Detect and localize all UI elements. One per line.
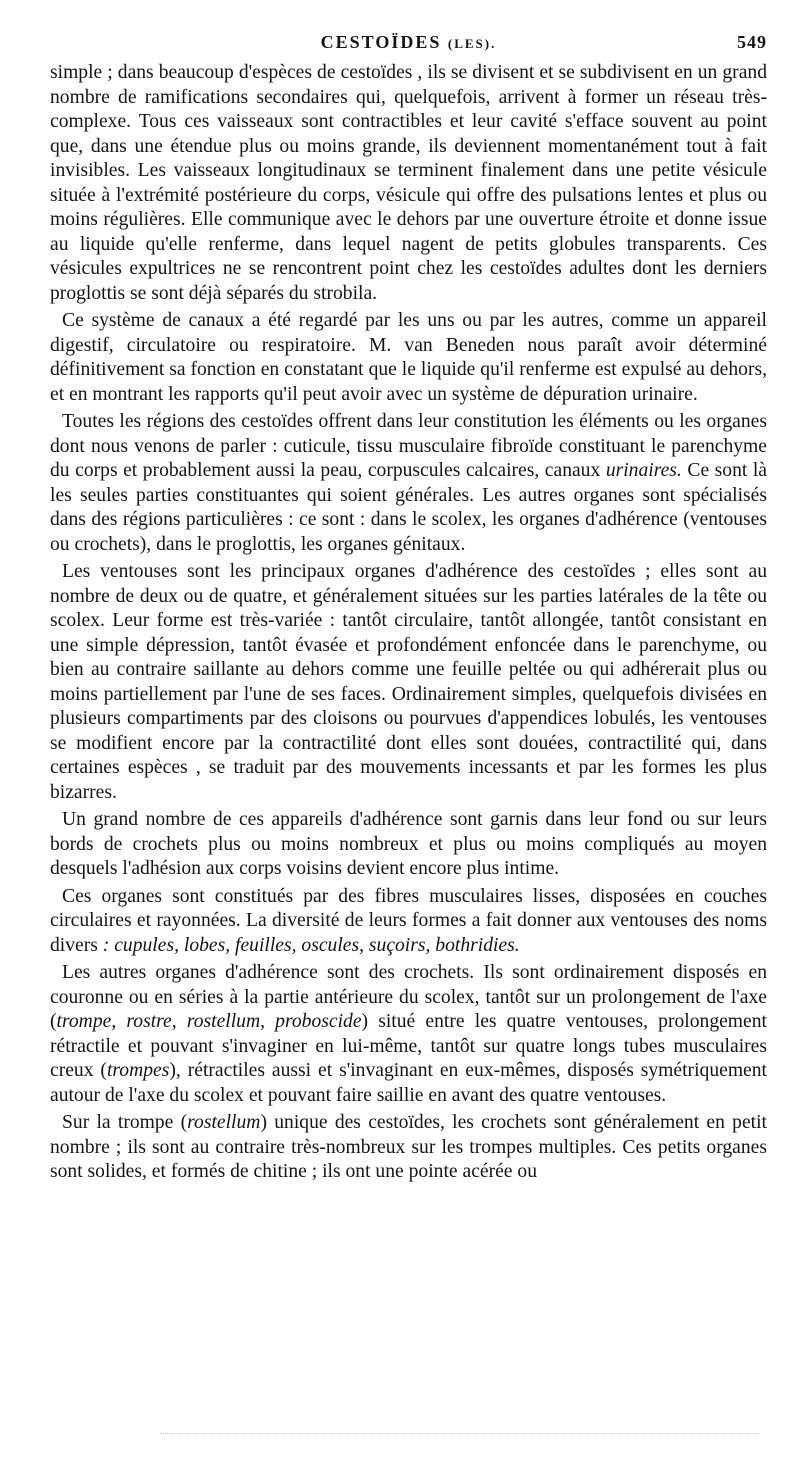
running-head-subtitle: (LES). (447, 36, 497, 51)
footer-rule (160, 1433, 760, 1438)
page-number: 549 (737, 32, 767, 52)
page-header (50, 32, 767, 58)
text-run: ), rétractiles aussi et s'invaginant en eux-mêmes, disposés symétriquement autour de l'axe du scolex et pouvant faire saillie en avant des quatre ventouses. (50, 1060, 767, 1106)
body-text (50, 61, 767, 1188)
paragraph (50, 309, 767, 407)
text-run: simple ; dans beaucoup d'espèces de cestoïdes , ils se divisent et se subdivisent en un grand nombre de ramifications secondaires qui, quelquefois, arrivent à former un réseau très-complexe. Tous ces vaisseaux sont contractibles et leur cavité s'efface souvent au point que, dans une étendue plus ou moins grande, ils deviennent momentanément tout à fait invisibles. Les vaisseaux longitudinaux se terminent finalement dans une petite vésicule située à l'extrémité postérieure du corps, vésicule qui offre des pulsations lentes et plus ou moins régulières. Elle communique avec le dehors par une ouverture étroite et donne issue au liquide qu'elle renferme, dans lequel nagent de petits globules transparents. Ces vésicules expultrices ne se rencontrent point chez les cestoïdes adultes dont les derniers proglottis se sont déjà séparés du strobila. (50, 62, 767, 304)
running-head (50, 32, 767, 53)
text-run: Ce système de canaux a été regardé par les uns ou par les autres, comme un appareil digestif, circulatoire ou respiratoire. M. van Beneden nous paraît avoir déterminé définitivement sa fonction en constatant que le liquide qu'il renferme est expulsé au dehors, et en montrant les rapports qu'il peut avoir avec un système de dépuration urinaire. (50, 310, 767, 405)
paragraph (50, 961, 767, 1108)
text-run: Sur la trompe ( (62, 1112, 188, 1133)
text-run: Ce sont là les seules parties constituantes qui soient générales. Les autres organes sont spécialisés dans des régions particulières : ce sont : dans le scolex, les organes d'adhérence (ventouses ou crochets), dans le proglottis, les organes génitaux. (50, 460, 768, 555)
text-run: Ces organes sont constitués par des fibres musculaires lisses, disposées en couches circulaires et rayonnées. La diversité de leurs formes a fait donner aux ventouses des noms divers (50, 885, 767, 956)
paragraph (50, 560, 767, 805)
running-head-title: CESTOÏDES (320, 32, 442, 52)
text-run: ) unique des cestoïdes, les crochets sont généralement en petit nombre ; ils sont au contraire très-nombreux sur les trompes multiples. Ces petits organes sont solides, et formés de chitine ; ils ont une pointe acérée ou (50, 1112, 767, 1182)
italic-text: rostellum (187, 1112, 261, 1133)
italic-text: : cupules, lobes, feuilles, oscules, suçoirs, bothridies. (102, 934, 520, 956)
text-run: Un grand nombre de ces appareils d'adhérence sont garnis dans leur fond ou sur leurs bords de crochets plus ou moins nombreux et plus ou moins compliqués au moyen desquels l'adhésion aux corps voisins devient encore plus intime. (50, 809, 767, 879)
italic-text: trompe, rostre, rostellum, proboscide (56, 1011, 362, 1032)
paragraph (50, 1111, 767, 1185)
text-run: Les ventouses sont les principaux organes d'adhérence des cestoïdes ; elles sont au nombre de deux ou de quatre, et généralement situées sur les parties latérales de la tête ou scolex. Leur forme est très-variée : tantôt circulaire, tantôt allongée, tantôt consistant en une simple dépression, tantôt évasée et profondément enfoncée dans le parenchyme, ou bien au contraire saillante au dehors comme une feuille peltée ou qui adhérerait plus ou moins partiellement par l'une de ses faces. Ordinairement simples, quelquefois divisées en plusieurs compartiments par des cloisons ou pourvues d'appendices lobulés, les ventouses se modifient encore par la contractilité dont elles sont douées, contractilité qui, dans certaines espèces , se traduit par des mouvements incessants et par les formes les plus bizarres. (50, 561, 767, 803)
italic-text: trompes (106, 1060, 170, 1081)
paragraph (50, 61, 767, 306)
paragraph (50, 885, 767, 959)
paragraph (50, 410, 767, 557)
italic-text: urinaires. (605, 460, 682, 481)
paragraph (50, 808, 767, 882)
text-run: Toutes les régions des cestoïdes offrent dans leur constitution les éléments ou les organes dont nous venons de parler : cuticule, tissu musculaire fibroïde constituant le parenchyme du corps et probablement aussi la peau, corpuscules calcaires, canaux (50, 411, 767, 481)
text-run: Les autres organes d'adhérence sont des crochets. Ils sont ordinairement disposés en couronne ou en séries à la partie antérieure du scolex, tantôt sur un prolongement de l'axe ( (50, 962, 767, 1032)
text-run: ) situé entre les quatre ventouses, prolongement rétractile et pouvant s'invaginer en lui-même, tantôt sur quatre longs tubes musculaires creux ( (50, 1011, 767, 1081)
